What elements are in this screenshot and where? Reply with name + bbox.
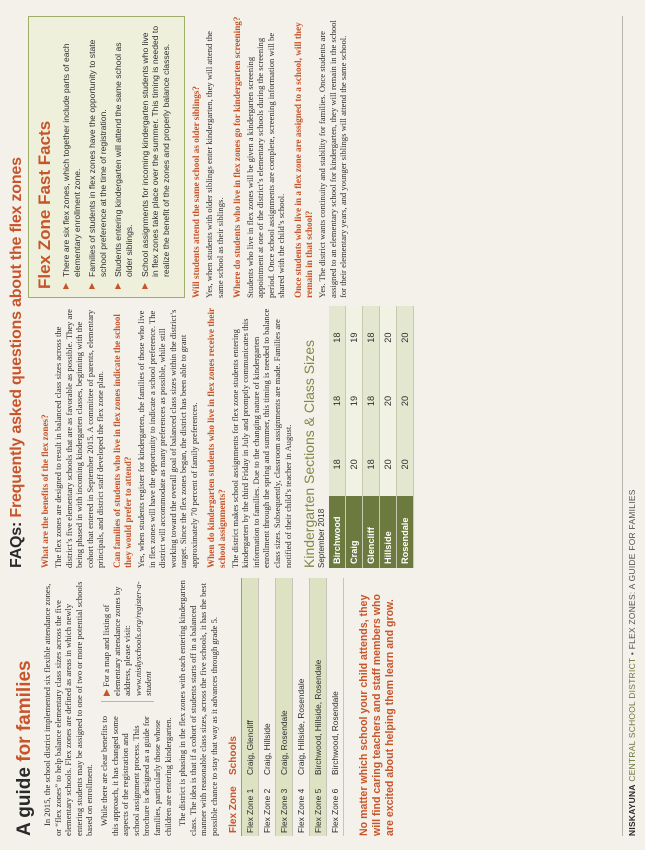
zone-cell: Flex Zone 3 [275,778,292,836]
triangle-bullet-icon: ▶ [61,282,70,289]
faq-question-4: Will students attend the same school as older siblings? [191,85,202,298]
faq-heading-plain: FAQs: [8,517,25,568]
faq-answer-5: Students who live in flex zones will be given a kindergarten screening appointment at one of the district’s elementary schools during the screening period. Once school assignments are complete, screening information will be shared with the child’s school. [244,32,287,298]
faq-question-2: Can families of students who live in flex zones indicate the school they would prefer to attend? [111,314,133,568]
class-size-cell: 20 [346,433,363,496]
triangle-bullet-icon: ▶ [87,282,97,289]
list-item [140,25,172,289]
fact-text: Families of students in flex zones have the opportunity to state school preference at the time of registration. [87,39,108,277]
school-cell: Birchwood [329,496,346,568]
zone-cell: Flex Zone 6 [326,778,343,836]
facts-column [14,16,353,298]
class-size-cell: 18 [329,306,346,369]
guide-paragraph-2: While there are clear benefits to this approach, it has changed some aspects of the registration and school assignment process. This brochure is designed as a guide for families, particularly those whose children are entering kindergarten. [98,716,173,836]
class-size-cell: 18 [363,306,380,369]
register-link[interactable]: www.niskyschools.org/register-a-student [132,581,154,696]
guide-paragraph-3: The district is phasing in the flex zones with each entering kindergarten class. The idea is that if a cohort of students starts off in a balanced manner with reasonable class sizes, across the five schools, it has the best possible chance to stay that way as it advances through grade 5. [177,580,219,836]
guide-intro: In 2015, the school district implemented six flexible attendance zones, or “flex zones” to help balance elementary class sizes across the five elementary schools. Flex zones are defined as areas in which newly entering students may be assigned to one of two or more potential schools based on enrollment. [42,581,95,836]
class-size-cell: 20 [397,369,414,432]
fact-text: Students entering kindergarten will attend the same school as older siblings. [113,42,134,277]
table-row [258,578,275,836]
class-size-cell: 20 [380,433,397,496]
faq-question-1: What are the benefits of the flex zones? [40,414,50,568]
table-row [363,306,380,568]
class-size-cell: 18 [363,369,380,432]
schools-cell: Craig, Glencliff [241,578,258,778]
list-item [61,25,82,289]
zone-cell: Flex Zone 1 [241,778,258,836]
guide-column [14,578,397,836]
closing-callout: No matter which school your child attends, they will find caring teachers and staff members who are excited about helping them learn and grow. [357,594,396,836]
schools-cell: Craig, Hillside, Rosendale [292,578,309,778]
school-cell: Rosendale [397,496,414,568]
table-row [309,578,326,836]
district-name-light: CENTRAL SCHOOL DISTRICT [627,657,637,785]
map-callout [101,578,154,702]
class-size-cell: 20 [397,433,414,496]
class-size-cell: 18 [329,433,346,496]
faq-answer-6: Yes. The district wants continuity and stability for families. Once students are assigned to an elementary school for kindergarten, they will remain in the school for their elementary years, and younger siblings will attend the same school. [316,20,349,298]
faq-continued [191,16,348,298]
fact-text: There are six flex zones, which together include parts of each elementary enrollment zone. [61,43,82,277]
faq-question-6: Once students who live in a flex zone are assigned to a school, will they remain in that school? [292,22,314,298]
triangle-bullet-icon: ▶ [100,689,111,696]
class-size-cell: 20 [380,369,397,432]
table-row [292,578,309,836]
class-size-cell: 20 [397,306,414,369]
schools-cell: Craig, Rosendale [275,578,292,778]
guide-heading-accent: for families [14,660,35,762]
schools-cell: Birchwood, Rosendale [326,578,343,778]
zone-cell: Flex Zone 4 [292,778,309,836]
table-row [275,578,292,836]
fast-facts-list [61,25,171,289]
page-footer [622,16,637,836]
district-name-bold: NISKAYUNA [627,784,637,836]
table-row [346,306,363,568]
faq-answer-4: Yes, when students with older siblings enter kindergarten, they will attend the same school as their siblings. [204,30,225,298]
class-size-cell: 19 [346,306,363,369]
kindergarten-table-title: Kindergarten Sections & Class Sizes [301,340,318,568]
schools-cell: Birchwood, Hillside, Rosendale [309,578,326,778]
class-size-cell: 20 [380,306,397,369]
class-size-cell: 18 [329,369,346,432]
school-cell: Hillside [380,496,397,568]
faq-question-3: When do kindergarten students who live in flex zones receive their school assignments? [205,308,227,568]
class-size-cell: 19 [346,369,363,432]
faq-answer-1: The flex zones are designed to result in balanced class sizes across the district’s five elementary schools that are as favorable as possible. They are being phased in with incoming kindergarten classes, beginning with the cohort that entered in September 2015. A committee of parents, elementary principals, and district staff developed the flex zone plan. [53,309,106,568]
guide-heading [14,578,36,836]
kindergarten-table-subtitle: September 2018 [317,508,327,568]
list-item [87,25,108,289]
triangle-bullet-icon: ▶ [139,282,149,289]
fact-text: School assignments for incoming kindergarten students who live in flex zones take place over the summer. This timing is needed to realize the benefit of the zones and properly balance classes. [139,25,171,277]
table-row [326,578,343,836]
school-cell: Craig [346,496,363,568]
map-callout-text: For a map and listing of elementary attendance zones by address, please visit: [100,586,133,696]
flex-zone-table [226,578,344,836]
table-row [380,306,397,568]
table-row [241,578,258,836]
class-size-cell: 18 [363,433,380,496]
faq-column [34,306,414,568]
school-cell: Glencliff [363,496,380,568]
list-item [113,25,134,289]
kindergarten-class-size-table [329,306,414,568]
fast-facts-box [28,16,185,298]
schools-cell: Craig, Hillside [258,578,275,778]
faq-heading-accent: Frequently asked questions about the flex zones [8,157,25,518]
triangle-bullet-icon: ▶ [113,282,123,289]
zone-cell: Flex Zone 2 [258,778,275,836]
zone-cell: Flex Zone 5 [309,778,326,836]
table-row [397,306,414,568]
footer-separator: • [627,649,637,658]
faq-answer-2: Yes, when students register for kindergarten, the families of those who live in flex zones will have the opportunity to indicate a school preference. The district will accommodate as many preferences as possible, while still working toward the overall goal of balanced class sizes within the district’s target. Since the flex zones began, the district has been able to grant approximately 70 percent of family preferences. [135,309,199,568]
flex-zone-column-header: Flex Zone [226,778,242,836]
table-row [329,306,346,568]
guide-heading-plain: A guide [14,761,35,836]
footer-doc-title: FLEX ZONES: A GUIDE FOR FAMILIES [627,489,637,650]
faq-answer-3: The district makes school assignments for flex zone students entering kindergarten by the third Friday in July and promptly communicates this information to families. Due to the changing nature of kindergarten enrollment through the spring and summer, this timing is needed to balance class sizes. Subsequently, classroom assignments are made. Families are notified of their child’s teacher in August. [229,308,293,568]
faq-question-5: Where do students who live in flex zones go for kindergarten screening? [231,16,242,298]
fast-facts-title: Flex Zone Fast Facts [35,120,54,289]
schools-column-header: Schools [226,578,242,778]
